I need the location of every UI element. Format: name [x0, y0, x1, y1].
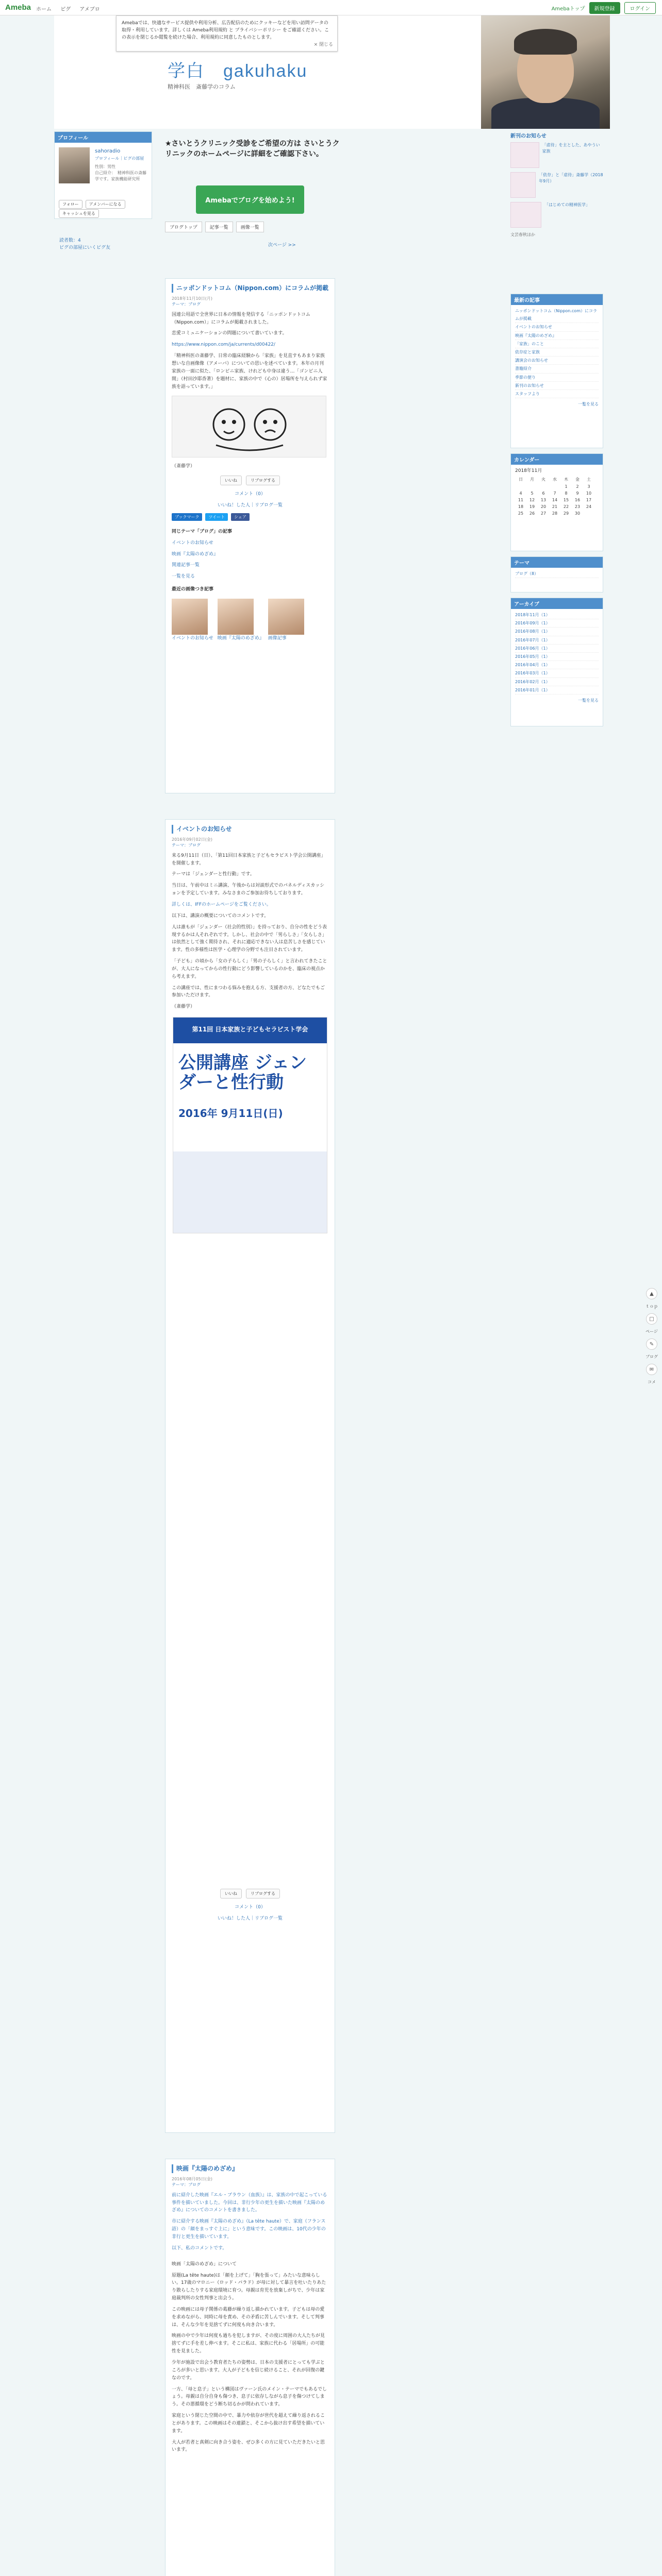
calendar-day: 9 [576, 491, 579, 496]
latest-article-item[interactable]: ニッポンドットコム（Nippon.com）にコラムが掲載 [515, 307, 599, 323]
calendar-day: 6 [542, 491, 545, 496]
calendar-day: 24 [586, 504, 592, 509]
liked-users-link[interactable]: いいね！した人｜リブログ一覧 [217, 503, 283, 509]
calendar-day: 11 [518, 498, 524, 502]
calendar-day: 21 [552, 504, 558, 509]
archive-item[interactable]: 2016年03月（1） [515, 669, 599, 677]
profile-panel [54, 131, 152, 219]
new-book-card[interactable] [510, 142, 603, 168]
cookie-notice-close-button[interactable]: × 閉じる [313, 42, 333, 48]
calendar-day [515, 483, 526, 490]
calendar-day [538, 483, 549, 490]
article-link[interactable]: https://www.nippon.com/ja/currents/d00422/ [172, 342, 275, 348]
article-paragraph: 恋愛コミュニケーションの問題について書いています。 [172, 331, 287, 336]
article-paragraph: 前に紹介した映画『エル・ブラウン（血族）』は、家族の中で起こっている事件を描いていました。今回は、非行少年の更生を描いた映画『太陽のめざめ』についてのコメントを書きました。 [172, 2192, 327, 2213]
book-title[interactable]: 「はじめての精神医学」 [544, 202, 590, 207]
reader-count[interactable]: 読者数：4 [59, 238, 81, 243]
article-spacer [172, 1240, 328, 1884]
tweet-button[interactable]: ツイート [205, 513, 228, 521]
latest-article-item[interactable]: 季節の便り [515, 374, 599, 382]
archive-item[interactable]: 2016年06月（1） [515, 645, 599, 653]
calendar-weekday: 木 [564, 477, 568, 482]
register-button[interactable]: 新規登録 [589, 2, 620, 14]
article-paragraph: この講座では、性にまつわる悩みを抱える方、支援者の方、どなたでもご参加いただけます。 [172, 985, 325, 998]
facebook-share-button[interactable]: シェア [231, 513, 250, 521]
poster-title: 公開講座 ジェンダーと性行動 [178, 1053, 307, 1093]
nav-home[interactable]: ホーム [36, 7, 52, 12]
profile-meta: 性別：男性 自己紹介： 精神科医の斎藤 学です。家族機能研究所 [95, 164, 146, 181]
latest-article-item[interactable]: 新刊のお知らせ [515, 382, 599, 390]
thumbnail-item[interactable]: 映画『太陽のめざめ』 [218, 599, 264, 646]
latest-articles-more-link[interactable]: 一覧を見る [578, 402, 599, 407]
calendar-day: 1 [565, 484, 568, 489]
article-paragraph: 市に紹介する映画『太陽のめざめ』（La tête haute）で、家庭（フランス語）の「顔をまっすぐ上に」という意味です。この映画は、10代の少年の非行と更生を描いています。 [172, 2219, 326, 2240]
calendar-day: 28 [552, 511, 558, 516]
calendar-day: 29 [563, 511, 569, 516]
latest-article-item[interactable]: 映画『太陽のめざめ』 [515, 332, 599, 340]
article-paragraph: 大人が若者と真剣に向き合う姿を、ぜひ多くの方に見ていただきたいと思います。 [172, 2439, 325, 2453]
latest-article-item[interactable]: イベントのお知らせ [515, 323, 599, 331]
calendar-weekday: 水 [553, 477, 557, 482]
article-date: 2018年11月10日(月) [172, 296, 212, 301]
related-more-link[interactable]: 一覧を見る [172, 574, 195, 580]
top-nav [36, 5, 107, 12]
calendar-day: 7 [553, 491, 556, 496]
article-paragraph: 以下は、講演の概要についてのコメントです。 [172, 913, 269, 919]
article-author: （斎藤学） [172, 1004, 195, 1010]
bookmark-button[interactable]: ブックマーク [172, 513, 202, 521]
calendar-day: 23 [574, 504, 581, 509]
theme-item[interactable]: ブログ（8） [515, 570, 599, 578]
calendar-weekday: 金 [575, 477, 580, 482]
book-title[interactable]: 「依存」と「虐待」斎藤学（2018年9月） [539, 173, 603, 183]
reblog-button[interactable]: リブログする [246, 476, 280, 485]
comment-link[interactable]: コメント（0） [235, 492, 266, 497]
archive-item[interactable]: 2016年08月（1） [515, 628, 599, 636]
login-button[interactable]: ログイン [624, 2, 656, 14]
calendar-day: 30 [574, 511, 581, 516]
book-cover [510, 142, 539, 168]
article-date: 2016年08月05日(金) [172, 2176, 212, 2181]
calendar-day: 4 [519, 491, 522, 496]
blog-icon[interactable]: ✎ [646, 1338, 657, 1350]
related-link[interactable]: 映画『太陽のめざめ』 [172, 551, 219, 557]
liked-users-link[interactable]: いいね！した人｜リブログ一覧 [217, 1916, 283, 1921]
calendar-day: 27 [540, 511, 547, 516]
article-paragraph: 来る9月11日（日）、「第11回日本家族と子どもセラピスト学会公開講座」を開催します。 [172, 853, 326, 866]
avatar[interactable] [59, 147, 90, 183]
calendar-weekday: 火 [541, 477, 545, 482]
latest-article-item[interactable]: 書籍紹介 [515, 365, 599, 373]
calendar-day: 19 [529, 504, 535, 509]
image-articles-heading: 最近の画像つき記事 [172, 587, 214, 592]
left-footer-links [59, 237, 110, 252]
calendar-day: 16 [574, 498, 581, 502]
event-poster[interactable] [173, 1017, 327, 1233]
calendar-day: 26 [529, 511, 535, 516]
scroll-top-icon[interactable]: ▲ [646, 1288, 657, 1299]
start-blog-banner[interactable]: Amebaでブログを始めよう! [196, 185, 304, 214]
calendar-day: 15 [563, 498, 569, 502]
article-paragraph: 映画「太陽のめざめ」について [172, 2261, 237, 2267]
like-button[interactable]: いいね [220, 1889, 242, 1899]
top-right [552, 2, 656, 14]
thumbnail-item[interactable]: 画像記事 [268, 599, 304, 646]
related-heading: 同じテーマ「ブログ」の記事 [172, 529, 233, 534]
article-movie [165, 2159, 335, 2576]
latest-articles-panel [510, 294, 603, 448]
calendar-panel [510, 453, 603, 551]
cookie-notice [116, 15, 338, 52]
thumbnail-item[interactable]: イベントのお知らせ [172, 599, 213, 646]
side-menu-label[interactable]: コメ [648, 1380, 656, 1384]
article-paragraph: 少年が施設で出会う教育者たちの姿勢は、日本の支援者にとっても学ぶところが多いと思います。大人が子どもを信じ続けること、それが回復の鍵なのです。 [172, 2360, 325, 2381]
profile-links[interactable]: プロフィール｜ピグの部屋 [95, 156, 144, 161]
nav-ameblo[interactable]: アメブロ [79, 7, 100, 12]
archive-item[interactable]: 2016年02月（1） [515, 678, 599, 686]
ameba-logo[interactable]: Ameba [5, 3, 31, 12]
archive-item[interactable]: 2016年07月（1） [515, 636, 599, 645]
article-paragraph: 一方、「母と息子」という構図はヴァーン氏のメイン・テーマでもあるでしょう。母親は自分自身も傷つき、息子に依存しながら息子を傷つけてしまう。その悪循環をどう断ち切るかが問われています。 [172, 2386, 327, 2408]
archive-item[interactable]: 2016年09月（1） [515, 619, 599, 628]
follow-button[interactable]: フォロー [59, 200, 82, 209]
tab-blog-top[interactable]: ブログトップ [165, 222, 202, 232]
latest-article-item[interactable]: スタッフより [515, 390, 599, 398]
article-paragraph: 家庭という閉じた空間の中で、暴力や依存が世代を超えて繰り返されることがあります。この映画はその連鎖と、そこから抜け出す希望を描いています。 [172, 2413, 325, 2434]
archive-item[interactable]: 2018年11月（1） [515, 611, 599, 619]
calendar-day: 2 [576, 484, 579, 489]
article-paragraph: 「子ども」の頃から「女の子らしく」「男の子らしく」と言われてきたことが、大人になってからの性行動にどう影響しているのかを、臨床の視点から考えます。 [172, 959, 327, 979]
article-illustration [172, 396, 326, 457]
profile-actions-2 [59, 209, 99, 218]
article-title[interactable]: 映画『太陽のめざめ』 [172, 2164, 328, 2173]
profile-name[interactable]: sahoradio [95, 148, 121, 154]
article-title[interactable]: イベントのお知らせ [172, 825, 328, 834]
article-paragraph: 映画の中で少年は何度も過ちを犯しますが、その度に周囲の大人たちが見捨てずに手を差し伸べます。そこに私は、家族に代わる「居場所」の可能性を見ました。 [172, 2333, 325, 2354]
new-book-card[interactable] [510, 172, 603, 198]
calendar-table [515, 476, 594, 517]
profile-heading: プロフィール [55, 132, 152, 143]
article-actions [172, 1889, 328, 1899]
blog-tabs [165, 222, 264, 232]
calendar-day: 22 [563, 504, 569, 509]
archive-more-link[interactable]: 一覧を見る [578, 698, 599, 703]
poster-lower-area [173, 1151, 327, 1233]
book-title[interactable]: 「虐待」を主とした、あやうい家族 [542, 143, 600, 154]
new-book-card[interactable] [510, 202, 603, 228]
share-buttons [172, 513, 328, 521]
calendar-day: 3 [587, 484, 590, 489]
article-event-notice [165, 819, 335, 2133]
book-cover [510, 202, 541, 228]
header-photo [481, 15, 610, 129]
calendar-day: 18 [518, 504, 524, 509]
side-menu-label[interactable]: ページ [646, 1329, 658, 1334]
calendar-day: 8 [565, 491, 568, 496]
like-button[interactable]: いいね [220, 476, 242, 485]
page-icon[interactable]: □ [646, 1313, 657, 1325]
calendar-day [526, 483, 538, 490]
article-paragraph: この映画には母子関係の葛藤が繰り返し描かれています。子どもは母の愛を求めながら、同時に母を責め、その矛盾に苦しんでいます。そして判事は、そんな少年を見捨てずに何度も向き合います。 [172, 2307, 325, 2328]
reblog-button[interactable]: リブログする [246, 1889, 280, 1899]
calendar-heading: カレンダー [511, 454, 603, 465]
iff-homepage-link[interactable]: 詳しくは、IFFのホームページをご覧ください。 [172, 902, 271, 908]
comment-icon[interactable]: ✉ [646, 1364, 657, 1375]
nav-pigg[interactable]: ピグ [60, 7, 71, 12]
article-theme[interactable]: テーマ：ブログ [172, 2182, 201, 2187]
archive-item[interactable]: 2016年04月（1） [515, 661, 599, 669]
article-theme[interactable]: テーマ：ブログ [172, 301, 201, 307]
theme-panel [510, 556, 603, 592]
calendar-day [583, 510, 594, 517]
next-page-link[interactable]: 次ページ >> [268, 243, 296, 248]
cookie-notice-text: Amebaでは、快適なサービス提供や利用分析、広告配信のためにクッキーなどを用い訪問データの取得・利用しています。詳しくは Ameba利用規約 と プライバシーポリシー をご確認ください。この表示を閉じるか閲覧を続けた場合、利用規約に同意したものとします。 [122, 21, 329, 40]
latest-article-item[interactable]: 講演会のお知らせ [515, 357, 599, 365]
poster-date: 2016年 9月11日(日) [178, 1107, 283, 1120]
clinic-notice[interactable]: ★さいとうクリニック受診をご希望の方は さいとうクリニックのホームページに詳細をご確認下さい。 [165, 140, 340, 158]
article-paragraph: 国連公用語で全世界に日本の情報を発信する「ニッポンドットコム（Nippon.com）」にコラムが掲載されました。 [172, 312, 310, 325]
article-nippon-com [165, 278, 335, 793]
related-link[interactable]: イベントのお知らせ [172, 540, 213, 546]
blog-title[interactable]: 学白 gakuhaku [168, 61, 308, 81]
archive-item[interactable]: 2016年05月（1） [515, 653, 599, 661]
calendar-month: 2018年11月 [515, 468, 542, 473]
top-bar [0, 0, 662, 15]
calendar-weekday: 土 [587, 477, 591, 482]
article-paragraph: 当日は、午前中はミニ講演、午後からは対談形式でのパネルディスカッションを予定しています。みなさまのご参加お待ちしております。 [172, 883, 325, 896]
side-menu-label[interactable]: ｔｏｐ [646, 1304, 658, 1309]
amember-button[interactable]: アメンバーになる [86, 200, 125, 209]
calendar-weekday: 日 [519, 477, 523, 482]
publisher-text: 文芸春秋ほか [510, 232, 535, 237]
article-paragraph: 以下、私のコメントです。 [172, 2245, 227, 2251]
tab-image-list[interactable]: 画像一覧 [236, 222, 264, 232]
new-book-heading: 新刊のお知らせ [510, 133, 547, 139]
profile-actions [59, 200, 125, 209]
archive-heading: アーカイブ [511, 598, 603, 609]
theme-heading: テーマ [511, 557, 603, 568]
pigg-room-link[interactable]: ピグの部屋にいくピグ友 [59, 245, 111, 251]
main-intro [165, 129, 340, 263]
calendar-day: 5 [531, 491, 534, 496]
article-paragraph: テーマは「ジェンダーと性行動」です。 [172, 872, 255, 877]
article-paragraph: 「精神科医の斎藤学、日常の臨床経験から「家族」を見直すもあまり家族想いな自画像像（アメーバ）についての思いを述べています。本年の月刊家族の一面に似た、「ロンビニ家族、けれども中身は違う…「ゴンビニ人間」（村田沙耶香著）を題材に、家族の中で（心の）居場所を与えられず家族を語っています。」 [172, 353, 327, 389]
related-link[interactable]: 関連記事一覧 [172, 563, 200, 568]
latest-articles-heading: 最新の記事 [511, 294, 603, 305]
ameba-top-link[interactable]: Amebaトップ [551, 6, 585, 12]
side-menu-label[interactable]: ブログ [646, 1354, 658, 1359]
calendar-day [549, 483, 560, 490]
calendar-day: 25 [518, 511, 524, 516]
blog-subtitle: 精神科医 斎藤学のコラム [168, 83, 236, 90]
calendar-day: 14 [552, 498, 558, 502]
article-actions [172, 476, 328, 485]
floating-side-menu [644, 1288, 659, 1385]
article-date: 2016年09月02日(金) [172, 837, 212, 842]
new-book-panel [510, 131, 603, 286]
poster-band: 第11回 日本家族と子どもセラピスト学会 [173, 1018, 327, 1043]
tab-article-list[interactable]: 記事一覧 [205, 222, 233, 232]
latest-article-item[interactable]: 依存症と家族 [515, 348, 599, 357]
calendar-day: 20 [540, 504, 547, 509]
article-theme[interactable]: テーマ：ブログ [172, 842, 201, 848]
calendar-day: 10 [586, 491, 592, 496]
latest-article-item[interactable]: 「家族」のこと [515, 340, 599, 348]
comment-link[interactable]: コメント（0） [235, 1905, 266, 1910]
calendar-weekday: 月 [530, 477, 534, 482]
image-thumbnails [172, 599, 328, 646]
header-photo-hair [514, 29, 577, 55]
article-title[interactable]: ニッポンドットコム（Nippon.com）にコラムが掲載 [172, 284, 328, 293]
article-paragraph: 原題(La tête haute)は「顔を上げて」「胸を張って」みたいな意味らしい。17歳のマロニー（ロッド・パラド）が母に対して暴言を吐いたりあたり散らしたりする家庭環境に育つ。母親は育児を放棄しがちで、少年は家庭裁判所の女性判事と出会う。 [172, 2273, 326, 2301]
archive-item[interactable]: 2016年01月（1） [515, 686, 599, 694]
reader-button[interactable]: キャッシュを見る [59, 209, 99, 218]
article-author: （斎藤学） [172, 464, 195, 469]
book-cover [510, 172, 536, 198]
article-paragraph: 人は誰もが「ジェンダー（社会的性別）」を持っており、自分の性をどう表現するかは人それぞれです。しかし、社会の中で「男らしさ」「女らしさ」は依然として強く期待され、それに適応できない人は息苦しさを感じています。性の多様性は医学・心理学の分野でも注目されています。 [172, 924, 327, 953]
calendar-day: 13 [540, 498, 547, 502]
calendar-day: 17 [586, 498, 592, 502]
calendar-day: 12 [529, 498, 535, 502]
archive-panel [510, 598, 603, 726]
